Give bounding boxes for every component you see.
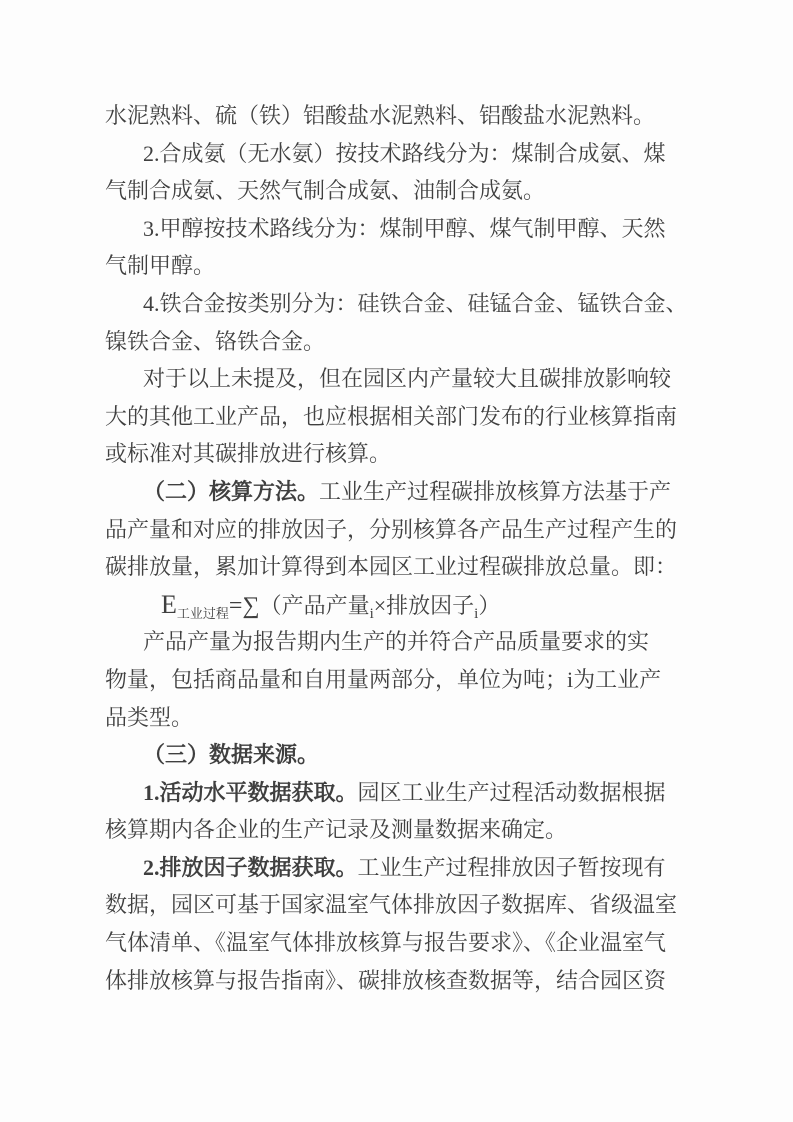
paragraph-product-output: 产品产量为报告期内生产的并符合产品质量要求的实: [143, 629, 650, 655]
formula-e-subscript: 工业过程: [176, 605, 229, 621]
document-text-block: [105, 97, 688, 999]
section-heading-emission-factor-data: 2.排放因子数据获取。: [143, 854, 358, 880]
formula-e-symbol: E: [161, 589, 177, 619]
section-data-source: [105, 736, 680, 774]
section-heading-activity-data: 1.活动水平数据获取。: [143, 779, 358, 805]
paragraph-other-products: 对于以上未提及，但在园区内产量较大且碳排放影响较: [143, 366, 672, 392]
paragraph-line: 核算期内各企业的生产记录及测量数据来确定。: [105, 817, 568, 843]
formula-product-output: （产品产量: [259, 592, 370, 618]
paragraph-line: 或标准对其碳排放进行核算。: [105, 441, 392, 467]
formula-emission-factor: ×排放因子: [373, 592, 475, 618]
paragraph-line: 数据，园区可基于国家温室气体排放因子数据库、省级温室: [105, 892, 678, 918]
paragraph-line: 镍铁合金、铬铁合金。: [105, 328, 326, 354]
paragraph-line: 水泥熟料、硫（铁）铝酸盐水泥熟料、铝酸盐水泥熟料。: [105, 103, 656, 128]
formula-subscript-i: i: [369, 605, 374, 622]
paragraph-line: 体排放核算与报告指南》、碳排放核查数据等，结合园区资: [105, 967, 667, 993]
paragraph-text: 园区工业生产过程活动数据根据: [357, 779, 666, 805]
section-emission-factor-data: [105, 849, 680, 887]
formula-subscript-i: i: [474, 605, 479, 622]
formula-close-paren: ）: [478, 592, 501, 618]
list-item-4-ferroalloy: 4.铁合金按类别分为：硅铁合金、硅锰合金、锰铁合金、: [143, 290, 688, 316]
paragraph-line: 大的其他工业产品，也应根据相关部门发布的行业核算指南: [105, 403, 678, 429]
paragraph-line: 品类型。: [105, 704, 194, 730]
list-item-3-methanol: 3.甲醇按技术路线分为：煤制甲醇、煤气制甲醇、天然: [143, 215, 666, 241]
emission-formula: [105, 586, 680, 624]
list-item-2-synthetic-ammonia: 2.合成氨（无水氨）按技术路线分为：煤制合成氨、煤: [143, 140, 666, 166]
paragraph-text: 工业生产过程排放因子暂按现有: [357, 854, 666, 880]
section-activity-data: [105, 774, 680, 812]
paragraph-line: 气制甲醇。: [105, 253, 216, 279]
paragraph-text: 工业生产过程碳排放核算方法基于产: [319, 478, 672, 504]
paragraph-line: 气体清单、《温室气体排放核算与报告要求》、《企业温室气: [105, 930, 667, 956]
paragraph-line: 碳排放量，累加计算得到本园区工业过程碳排放总量。即：: [105, 554, 678, 580]
formula-equals-sigma: =∑: [228, 592, 260, 619]
paragraph-line: 物量，包括商品量和自用量两部分，单位为吨；i为工业产: [105, 666, 662, 692]
section-heading-data-source: （三）数据来源。: [143, 742, 320, 768]
paragraph-line: 品产量和对应的排放因子，分别核算各产品生产过程产生的: [105, 516, 678, 542]
section-heading-accounting-method: （二）核算方法。: [143, 478, 320, 504]
paragraph-line: 气制合成氨、天然气制合成氨、油制合成氨。: [105, 178, 546, 204]
section-accounting-method: [105, 473, 680, 511]
